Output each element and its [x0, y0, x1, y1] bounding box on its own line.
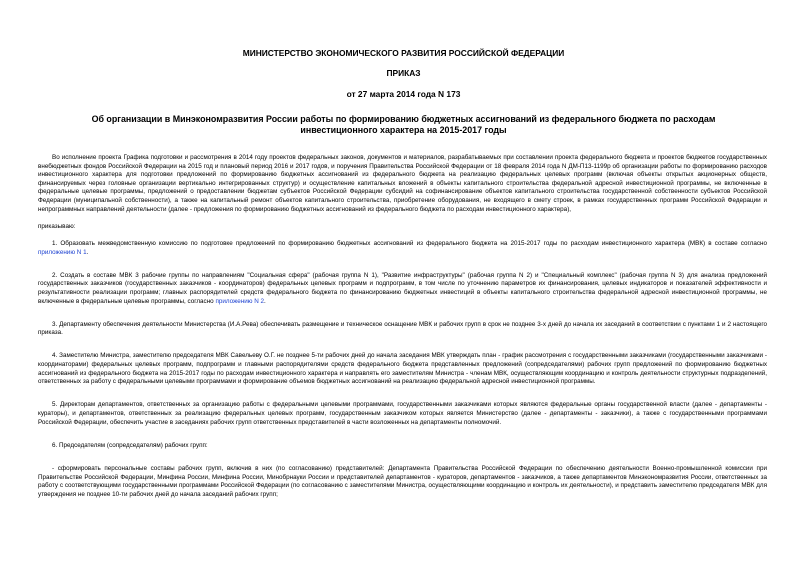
paragraph-1-end: . — [86, 248, 89, 256]
paragraph-2-text: 2. Создать в составе МВК 3 рабочие группы по направлениям "Социальная сфера" (рабочая группа N 1), "Развитие инфраструктуры" (рабочая группа N 2) и "Специальный комплекс" (рабочая группа N 3) для анализа предложений государственных заказчиков (государственных заказчиков - координаторов) федеральных целевых программ и подпрограмм, в том числе по уточнению параметров их финансирования, целевых индикаторов и показателей эффективности и результативности реализации программ; главных распорядителей средств федерального бюджета по финансированию бюджетных инвестиций в объекты капитального строительства федеральной адресной инвестиционной программы, не включенные в федеральные целевые программы, согласно — [38, 271, 767, 305]
document-title: Об организации в Минэкономразвития России работы по формированию бюджетных ассигнований из федерального бюджета по расходам инвестиционного характера на 2015-2017 годы — [91, 114, 716, 135]
paragraph-6: 6. Председателям (сопредседателям) рабочих групп: — [52, 441, 208, 449]
paragraph-2 — [38, 272, 767, 306]
order-word: приказываю: — [38, 222, 76, 230]
document-body — [38, 154, 767, 508]
preamble-paragraph: Во исполнение проекта Графика подготовки и рассмотрения в 2014 году проектов федеральных законов, документов и материалов, разрабатываемых при составлении проекта федерального бюджета и проектов бюджетов государственных внебюджетных фондов Российской Федерации на 2015 год и плановый период 2016 и 2017 годов, и поручения Правительства Российской Федерации от 18 февраля 2014 года N ДМ-П13-1199р об организации работы по формированию расходов инвестиционного характера для подготовки предложений по формированию бюджетных ассигнований из федерального бюджета на реализацию федеральных целевых программ (включая объекты открытых акционерных обществ, финансируемых через головные организации вертикально интегрированных структур) и осуществление капитальных вложений в объекты капитального строительства федеральной адресной инвестиционной программы, не включенные в федеральные целевые программы, предложений о предоставлении бюджетам субъектов Российской Федерации субсидий на софинансирование объектов капитального строительства государственной собственности субъектов Российской Федерации (муниципальной собственности), а также на капитальный ремонт объектов капитального строительства, приобретение оборудования, не входящего в смету строек, в рамках государственных программ Российской Федерации и непрограммных направлений деятельности (далее - предложения по формированию бюджетных ассигнований из федерального бюджета по расходам инвестиционного характера), — [38, 154, 767, 213]
paragraph-6-item-a: - сформировать персональные составы рабочих групп, включив в них (по согласованию) представителей: Департамента Правительства Российской Федерации по обеспечению деятельности Военно-промышленной комиссии при Правительстве Российской Федерации, Минфина России, Минфина России, Минобрнауки России и представителей департаментов - кураторов, департаментов - заказчиков, а также департаментов Минэкономразвития России, ответственных за работу с соответствующими государственными программами Российской Федерации (по согласованию с заместителями Министра, осуществляющими координацию и контроль их деятельности), и представить заместителю председателя МВК для утверждения не позднее 10-ти рабочих дней до начала заседаний рабочих групп; — [38, 465, 767, 498]
paragraph-2-end: . — [264, 297, 266, 305]
paragraph-1 — [38, 240, 767, 257]
appendix-2-link[interactable]: приложению N 2 — [215, 297, 265, 305]
paragraph-4: 4. Заместителю Министра, заместителю председателя МВК Савельеву О.Г. не позднее 5-ти рабочих дней до начала заседания МВК утверждать план - график рассмотрения с государственными заказчиками (государственными заказчиками - координаторами) федеральных целевых программ, подпрограмм и главными распорядителями средств федерального бюджета представленных предложений (сопредседателями) рабочих групп предложений по формированию бюджетных ассигнований из федерального бюджета на 2015-2017 годы по расходам инвестиционного характера и направлять его заместителям Министра - членам МВК, осуществляющим координацию и контроль деятельности структурных подразделений, ответственных за работу с федеральными целевыми программами и формирование объемов бюджетных ассигнований на реализацию федеральной адресной инвестиционной программы. — [38, 352, 767, 386]
document-kind: ПРИКАЗ — [386, 68, 421, 78]
appendix-1-link[interactable]: приложению N 1 — [38, 248, 87, 256]
paragraph-5: 5. Директорам департаментов, ответственных за организацию работы с федеральными целевыми программами, государственными заказчиками которых являются федеральные органы государственной власти (далее - департаменты - кураторы), и департаментов, ответственных за реализацию федеральных целевых программ, государственным заказчиком которых является Министерство (далее - департаменты - заказчики), а также с государственными программами Российской Федерации, обеспечить участие в заседаниях рабочих групп ответственных представителей в части возложенных на департаменты полномочий. — [38, 401, 767, 426]
ministry-heading: МИНИСТЕРСТВО ЭКОНОМИЧЕСКОГО РАЗВИТИЯ РОССИЙСКОЙ ФЕДЕРАЦИИ — [242, 48, 565, 58]
paragraph-3: 3. Департаменту обеспечения деятельности Министерства (И.А.Рева) обеспечивать размещение и техническое оснащение МВК и рабочих групп в срок не позднее 3-х дней до начала их заседаний в соответствии с пунктами 1 и 2 настоящего приказа. — [38, 320, 767, 337]
document-date-number: от 27 марта 2014 года N 173 — [346, 89, 461, 99]
paragraph-1-text: 1. Образовать межведомственную комиссию по подготовке предложений по формированию бюджетных ассигнований из федерального бюджета на 2015-2017 годы по расходам инвестиционного характера (МВК) в составе согласно — [52, 239, 767, 247]
